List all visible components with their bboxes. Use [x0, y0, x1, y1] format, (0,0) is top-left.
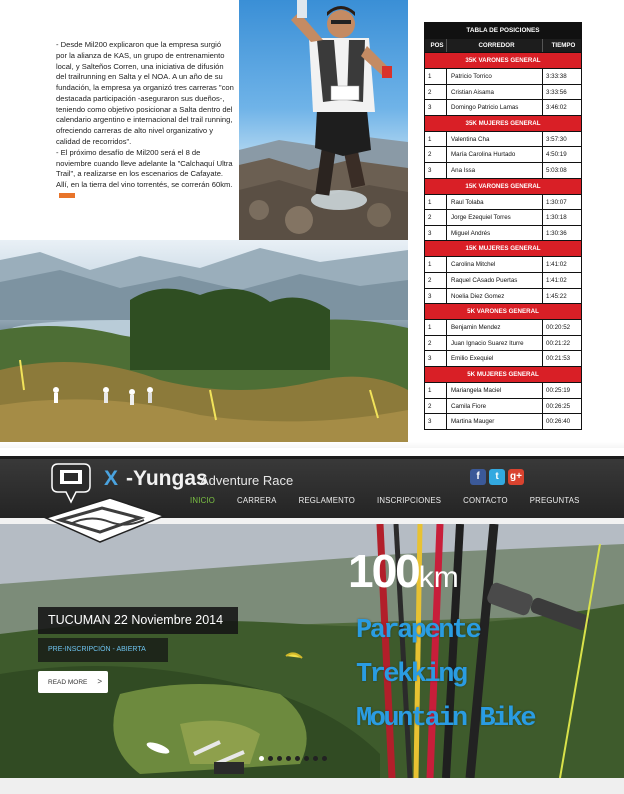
table-row — [425, 99, 581, 115]
slider-dot[interactable] — [286, 756, 291, 761]
nav-item-carrera[interactable]: CARRERA — [237, 496, 277, 505]
table-row — [425, 256, 581, 272]
brand-x: X — [104, 467, 118, 490]
row-time: 3:46:02 — [546, 104, 567, 112]
row-runner-name: Patricio Torrico — [447, 69, 543, 84]
row-time: 00:25:19 — [546, 386, 571, 394]
row-position: 3 — [425, 100, 447, 115]
slider-dot[interactable] — [313, 756, 318, 761]
row-runner-name: Mariangela Maciel — [447, 383, 543, 398]
category-heading: 5K VARONES GENERAL — [425, 303, 581, 319]
nav-item-reglamento[interactable]: REGLAMENTO — [298, 496, 356, 505]
row-position: 1 — [425, 195, 447, 210]
row-runner-name: Domingo Patricio Lamas — [447, 100, 543, 115]
runner-photo — [239, 0, 408, 240]
row-position: 1 — [425, 69, 447, 84]
row-time: 00:21:53 — [546, 355, 571, 363]
row-time: 00:26:40 — [546, 418, 571, 426]
row-position: 2 — [425, 399, 447, 414]
row-time: 00:20:52 — [546, 324, 571, 332]
page-fold — [0, 442, 624, 448]
nav-item-contacto[interactable]: CONTACTO — [463, 496, 508, 505]
row-runner-name: Valentina Cha — [447, 132, 543, 147]
google-plus-icon[interactable]: g+ — [508, 469, 524, 485]
hero-slider — [0, 524, 624, 778]
landscape-photo — [0, 240, 408, 442]
row-time: 00:21:22 — [546, 339, 571, 347]
row-position: 2 — [425, 336, 447, 351]
table-row — [425, 398, 581, 414]
activity-trekking: Trekking — [356, 660, 466, 690]
event-date-banner: TUCUMAN 22 Noviembre 2014 — [38, 607, 238, 634]
row-position: 2 — [425, 210, 447, 225]
row-position: 1 — [425, 320, 447, 335]
column-header-pos: POS — [425, 39, 447, 52]
row-position: 1 — [425, 383, 447, 398]
row-time: 00:26:25 — [546, 402, 571, 410]
table-row — [425, 194, 581, 210]
twitter-icon[interactable]: t — [489, 469, 505, 485]
nav-item-inscripciones[interactable]: INSCRIPCIONES — [377, 496, 442, 505]
table-row — [425, 209, 581, 225]
row-position: 3 — [425, 414, 447, 429]
row-runner-name: Raul Tolaba — [447, 195, 543, 210]
row-time: 1:45:22 — [546, 292, 567, 300]
nav-item-preguntas[interactable]: PREGUNTAS — [529, 496, 580, 505]
slider-dot[interactable] — [304, 756, 309, 761]
row-time: 5:03:08 — [546, 166, 567, 174]
chevron-right-icon: > — [97, 677, 103, 686]
distance-unit: km — [418, 561, 459, 594]
row-position: 1 — [425, 132, 447, 147]
facebook-icon[interactable]: f — [470, 469, 486, 485]
standings-header — [425, 39, 581, 52]
table-row — [425, 146, 581, 162]
table-row — [425, 413, 581, 429]
brand-name: -Yungas — [126, 467, 208, 490]
row-time: 1:30:36 — [546, 229, 567, 237]
row-time: 1:30:07 — [546, 198, 567, 206]
article-paragraph-2-text: - El próximo desafío de Mil200 será el 8 de noviembre cuando lleve adelante la "Calchaquí Ultra Trail", a realizarse en los escenarios de Cafayate. Allí, en la tierra del vino torrentés, se correrán 60km. — [56, 147, 233, 190]
category-heading: 5K MUJERES GENERAL — [425, 366, 581, 382]
map-pin-logo-icon[interactable] — [40, 458, 170, 548]
main-nav — [190, 496, 602, 505]
row-runner-name: Emilio Exequiel — [447, 351, 543, 366]
table-row — [425, 272, 581, 288]
row-position: 3 — [425, 163, 447, 178]
distance-headline — [348, 544, 459, 598]
slider-dot[interactable] — [259, 756, 264, 761]
nav-item-inicio[interactable]: INICIO — [190, 496, 216, 505]
row-position: 1 — [425, 257, 447, 272]
table-row — [425, 84, 581, 100]
table-row — [425, 335, 581, 351]
row-time: 3:33:38 — [546, 73, 567, 80]
row-time: 4:50:19 — [546, 151, 567, 159]
row-runner-name: Raquel CAsado Puertas — [447, 273, 543, 288]
table-row — [425, 162, 581, 178]
row-runner-name: Miguel Andrés — [447, 226, 543, 241]
activity-mountain-bike: Mountain Bike — [356, 704, 535, 734]
brand-tagline: Adventure Race — [200, 473, 294, 488]
row-time: 1:41:02 — [546, 261, 567, 269]
table-row — [425, 288, 581, 304]
row-position: 3 — [425, 351, 447, 366]
article-paragraph-1: - Desde Mil200 explicaron que la empresa surgió por la alianza de KAS, un grupo de entrenamiento local, y Salteños Corren, una iniciativa de difusión del trailrunning en Salta y el NOA. A un año de su fundación, la empresa ya organizó tres carreras "con destacada participación -aseguraron sus dueños-, teniendo como objetivo posicionar a Salta dentro del calendario argentino e internacional del trail running, ofreciendo carreras de alto nivel organizativo y calidad de recorridos". — [56, 40, 234, 147]
row-runner-name: Carolina Mitchel — [447, 257, 543, 272]
website-screenshot — [0, 456, 624, 794]
standings-table — [424, 22, 582, 430]
row-position: 2 — [425, 147, 447, 162]
row-runner-name: Camila Fiore — [447, 399, 543, 414]
row-position: 2 — [425, 85, 447, 100]
category-heading: 35K MUJERES GENERAL — [425, 115, 581, 131]
category-heading: 35K VARONES GENERAL — [425, 52, 581, 68]
category-heading: 15K VARONES GENERAL — [425, 178, 581, 194]
row-runner-name: Benjamin Mendez — [447, 320, 543, 335]
row-runner-name: María Carolina Hurtado — [447, 147, 543, 162]
row-runner-name: Jorge Ezequiel Torres — [447, 210, 543, 225]
column-header-time: TIEMPO — [551, 42, 576, 49]
row-time: 1:30:18 — [546, 214, 567, 222]
read-more-button[interactable] — [38, 671, 108, 693]
activity-paragliding: Parapente — [356, 616, 480, 646]
article-text — [56, 40, 234, 202]
row-runner-name: Noelia Diez Gomez — [447, 289, 543, 304]
table-row — [425, 382, 581, 398]
article-paragraph-2 — [56, 148, 234, 202]
table-row — [425, 350, 581, 366]
standings-title: TABLA DE POSICIONES — [425, 23, 581, 39]
row-runner-name: Martina Mauger — [447, 414, 543, 429]
row-position: 3 — [425, 289, 447, 304]
slider-dot[interactable] — [322, 756, 327, 761]
row-position: 3 — [425, 226, 447, 241]
row-runner-name: Ana Issa — [447, 163, 543, 178]
row-runner-name: Cristian Aisama — [447, 85, 543, 100]
end-mark-icon — [59, 193, 75, 198]
category-heading: 15K MUJERES GENERAL — [425, 240, 581, 256]
row-time: 3:33:56 — [546, 88, 567, 96]
table-row — [425, 225, 581, 241]
table-row — [425, 319, 581, 335]
read-more-label: READ MORE — [48, 679, 88, 686]
social-links — [470, 469, 524, 485]
column-header-runner: CORREDOR — [447, 39, 543, 52]
row-time: 1:41:02 — [546, 276, 567, 284]
footer-band — [0, 778, 624, 794]
slider-dot[interactable] — [295, 756, 300, 761]
table-row — [425, 68, 581, 84]
standings-body — [425, 52, 581, 429]
slider-pagination — [259, 756, 327, 761]
row-runner-name: Juan Ignacio Suarez Iturre — [447, 336, 543, 351]
row-time: 3:57:30 — [546, 135, 567, 143]
table-row — [425, 131, 581, 147]
row-position: 2 — [425, 273, 447, 288]
slider-dot[interactable] — [268, 756, 273, 761]
distance-number: 100 — [348, 545, 419, 597]
slider-dot[interactable] — [277, 756, 282, 761]
preregistration-banner[interactable]: PRE-INSCRIPCIÓN - ABIERTA — [38, 638, 168, 662]
